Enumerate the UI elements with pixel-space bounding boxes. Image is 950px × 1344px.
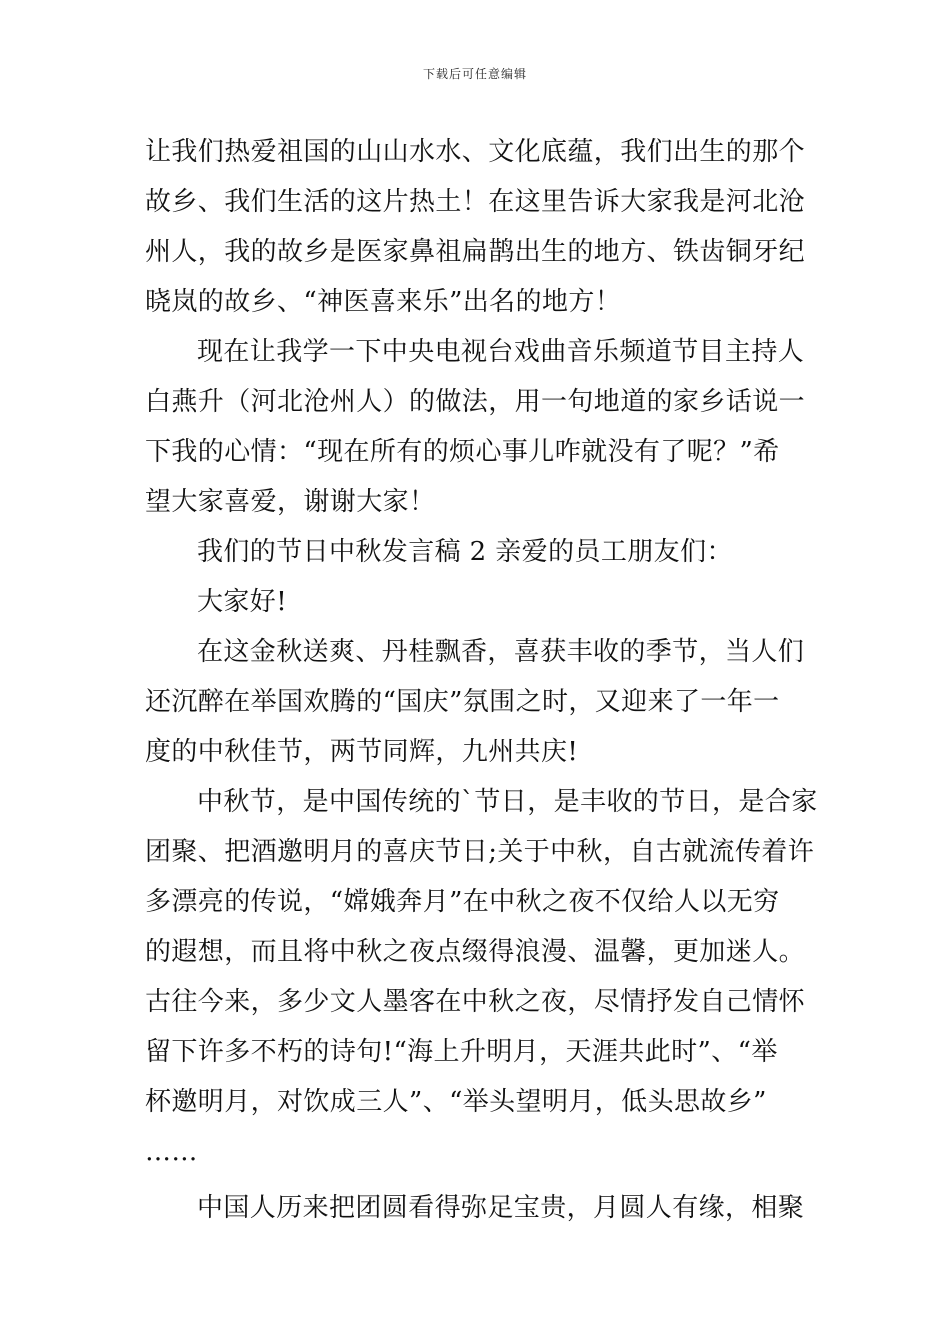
- text-line: 多漂亮的传说，“嫦娥奔月”在中秋之夜不仅给人以无穷: [145, 887, 780, 917]
- paragraph-first-line: 中国人历来把团圆看得弥足宝贵，月圆人有缘，相聚: [197, 1193, 805, 1223]
- greeting-line: 大家好!: [197, 587, 288, 617]
- text-line: 古往今来，多少文人墨客在中秋之夜，尽情抒发自己情怀: [145, 987, 806, 1017]
- text-line: 白燕升（河北沧州人）的做法，用一句地道的家乡话说一: [145, 387, 806, 417]
- text-line: 度的中秋佳节，两节同辉，九州共庆!: [145, 737, 579, 767]
- text-line: 团聚、把酒邀明月的喜庆节日;关于中秋，自古就流传着许: [145, 837, 815, 867]
- text-line: 留下许多不朽的诗句!“海上升明月，天涯共此时”、“举: [145, 1037, 778, 1067]
- text-line: 杯邀明月，对饮成三人”、“举头望明月，低头思故乡”: [145, 1087, 767, 1117]
- paragraph-first-line: 现在让我学一下中央电视台戏曲音乐频道节目主持人: [197, 337, 805, 367]
- text-line: 的遐想，而且将中秋之夜点缀得浪漫、温馨，更加迷人。: [145, 937, 806, 967]
- ellipsis-line: ……: [145, 1137, 198, 1167]
- text-line: 望大家喜爱，谢谢大家！: [145, 487, 436, 517]
- text-line: 还沉醉在举国欢腾的“国庆”氛围之时，又迎来了一年一: [145, 687, 780, 717]
- paragraph-first-line: 中秋节，是中国传统的`节日，是丰收的节日，是合家: [197, 787, 818, 817]
- text-line: 下我的心情：“现在所有的烦心事儿咋就没有了呢？”希: [145, 437, 780, 467]
- text-line: 让我们热爱祖国的山山水水、文化底蕴，我们出生的那个: [145, 137, 806, 167]
- text-line: 故乡、我们生活的这片热土！在这里告诉大家我是河北沧: [145, 187, 806, 217]
- document-body: [145, 127, 818, 1233]
- text-line: 晓岚的故乡、“神医喜来乐”出名的地方！: [145, 287, 622, 317]
- page-header: 下载后可任意编辑: [422, 67, 527, 81]
- text-line: 州人，我的故乡是医家鼻祖扁鹊出生的地方、铁齿铜牙纪: [145, 237, 806, 267]
- paragraph-first-line: 在这金秋送爽、丹桂飘香，喜获丰收的季节，当人们: [197, 637, 805, 667]
- section-heading-line: 我们的节日中秋发言稿 2 亲爱的员工朋友们：: [197, 537, 733, 567]
